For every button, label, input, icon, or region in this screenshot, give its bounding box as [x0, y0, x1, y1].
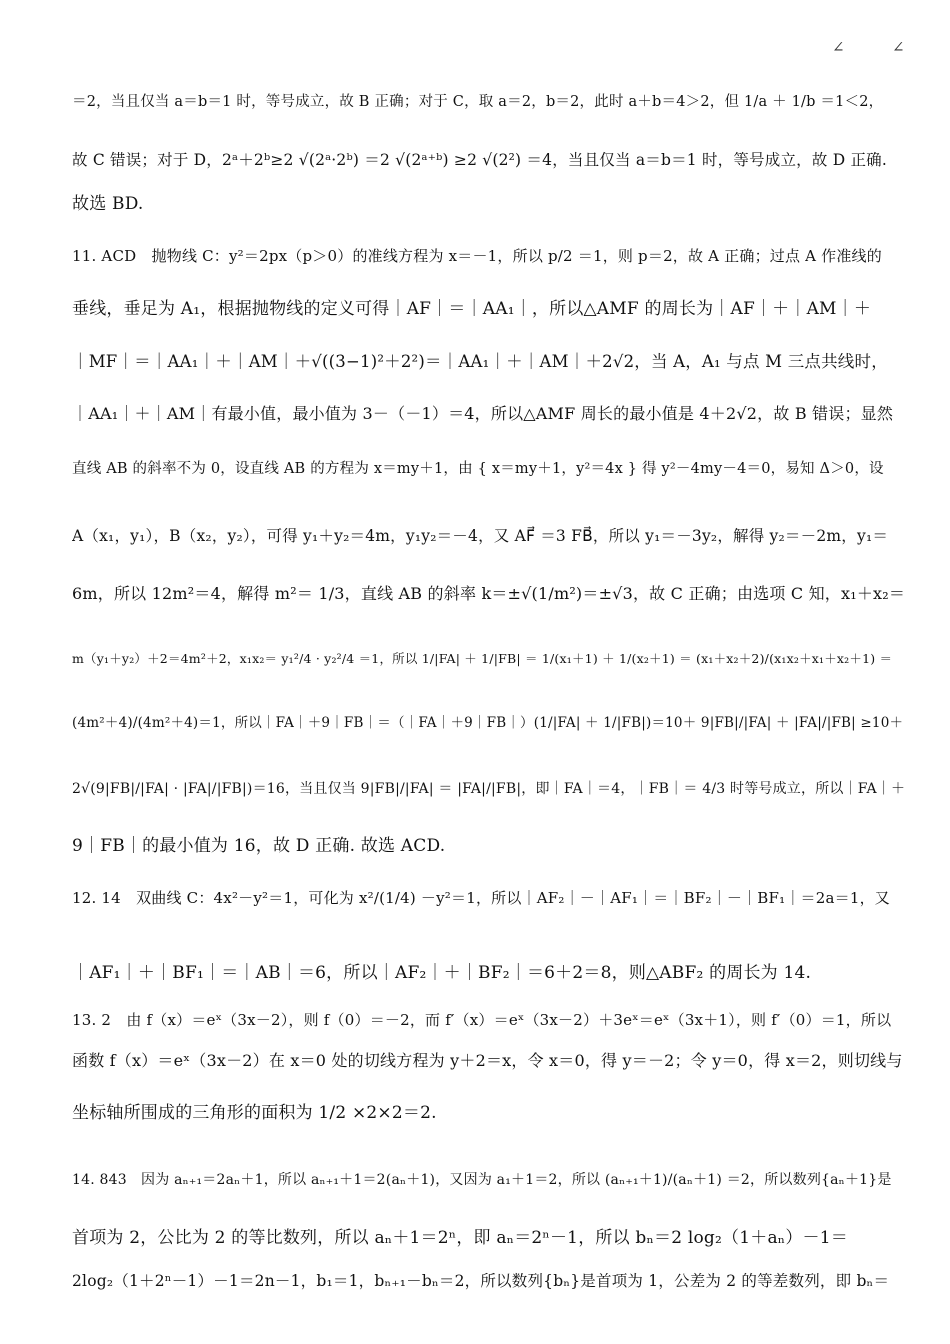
text-line: ｜AF₁｜＋｜BF₁｜＝｜AB｜＝6，所以｜AF₂｜＋｜BF₂｜＝6＋2＝8，则△ABF₂ 的周长为 14.	[72, 963, 812, 983]
text-line: 2log₂（1＋2ⁿ－1）－1＝2n－1，b₁＝1，bₙ₊₁－bₙ＝2，所以数列{bₙ}是首项为 1，公差为 2 的等差数列，即 bₙ＝	[72, 1272, 890, 1290]
text-line: 故选 BD.	[72, 194, 144, 214]
text-line: ｜AA₁｜＋｜AM｜有最小值，最小值为 3－（－1）＝4，所以△AMF 周长的最小值是 4＋2√2，故 B 错误；显然	[72, 404, 894, 423]
answer-11-heading: 11. ACD 抛物线 C：y²＝2px（p＞0）的准线方程为 x＝－1，所以 p/2 ＝1，则 p＝2，故 A 正确；过点 A 作准线的	[72, 247, 882, 265]
text-line: 函数 f（x）＝eˣ（3x－2）在 x＝0 处的切线方程为 y＋2＝x，令 x＝0，得 y＝－2；令 y＝0，得 x＝2，则切线与	[72, 1051, 903, 1070]
answer-14-heading: 14. 843 因为 aₙ₊₁＝2aₙ＋1，所以 aₙ₊₁＋1＝2(aₙ＋1)，又因为 a₁＋1＝2，所以 (aₙ₊₁＋1)/(aₙ＋1) ＝2，所以数列{aₙ＋1}是	[72, 1172, 892, 1188]
answer-12-heading: 12. 14 双曲线 C：4x²－y²＝1，可化为 x²/(1/4) －y²＝1，所以｜AF₂｜－｜AF₁｜＝｜BF₂｜－｜BF₁｜＝2a＝1，又	[72, 889, 890, 907]
text-line: ｜MF｜＝｜AA₁｜＋｜AM｜＋√((3−1)²＋2²)＝｜AA₁｜＋｜AM｜＋2√2，当 A，A₁ 与点 M 三点共线时，	[72, 352, 888, 371]
text-line: 首项为 2，公比为 2 的等比数列，所以 aₙ＋1＝2ⁿ，即 aₙ＝2ⁿ－1，所以 bₙ＝2 log₂（1＋aₙ）－1＝	[72, 1228, 848, 1248]
corner-mark-left: ∠	[832, 38, 845, 56]
corner-mark-right: ∠	[892, 38, 905, 56]
text-line: m（y₁＋y₂）＋2＝4m²＋2，x₁x₂＝ y₁²/4 · y₂²/4 ＝1，所以 1/|FA| ＋ 1/|FB| ＝ 1/(x₁＋1) ＋ 1/(x₂＋1) ＝ (x₁＋x₂＋2)/(x₁x₂＋x₁＋x₂＋1) ＝	[72, 651, 893, 666]
text-line: 6m，所以 12m²＝4，解得 m²＝ 1/3，直线 AB 的斜率 k＝±√(1/m²)＝±√3，故 C 正确；由选项 C 知，x₁＋x₂＝	[72, 584, 906, 603]
text-line: ＝2，当且仅当 a＝b＝1 时，等号成立，故 B 正确；对于 C，取 a＝2，b＝2，此时 a＋b＝4＞2，但 1/a ＋ 1/b ＝1＜2，	[72, 94, 884, 110]
text-line: 直线 AB 的斜率不为 0，设直线 AB 的方程为 x＝my＋1，由 { x＝my＋1，y²＝4x } 得 y²－4my－4＝0，易知 Δ＞0，设	[72, 461, 884, 477]
text-line: 9｜FB｜的最小值为 16，故 D 正确. 故选 ACD.	[72, 836, 446, 856]
text-line: 故 C 错误；对于 D，2ᵃ＋2ᵇ≥2 √(2ᵃ·2ᵇ) ＝2 √(2ᵃ⁺ᵇ) ≥2 √(2²) ＝4，当且仅当 a＝b＝1 时，等号成立，故 D 正确.	[72, 151, 887, 169]
answer-13-heading: 13. 2 由 f（x）＝eˣ（3x－2），则 f（0）＝－2，而 f′（x）＝eˣ（3x－2）＋3eˣ＝eˣ（3x＋1），则 f′（0）＝1，所以	[72, 1011, 892, 1029]
text-line: A（x₁，y₁），B（x₂，y₂），可得 y₁＋y₂＝4m，y₁y₂＝－4，又 AF⃗ ＝3 FB⃗，所以 y₁＝－3y₂，解得 y₂＝－2m，y₁＝	[72, 527, 889, 545]
text-line: 垂线，垂足为 A₁，根据抛物线的定义可得｜AF｜＝｜AA₁｜，所以△AMF 的周长为｜AF｜＋｜AM｜＋	[72, 299, 872, 319]
text-line: 坐标轴所围成的三角形的面积为 1/2 ×2×2＝2.	[72, 1103, 437, 1123]
text-line: 2√(9|FB|/|FA| · |FA|/|FB|)＝16，当且仅当 9|FB|/|FA| ＝ |FA|/|FB|，即｜FA｜＝4，｜FB｜＝ 4/3 时等号成立，所以｜FA｜＋	[72, 781, 906, 797]
text-line: (4m²＋4)/(4m²＋4)＝1，所以｜FA｜＋9｜FB｜＝（｜FA｜＋9｜FB｜）(1/|FA| ＋ 1/|FB|)＝10＋ 9|FB|/|FA| ＋ |FA|/|FB| ≥10＋	[72, 715, 904, 731]
